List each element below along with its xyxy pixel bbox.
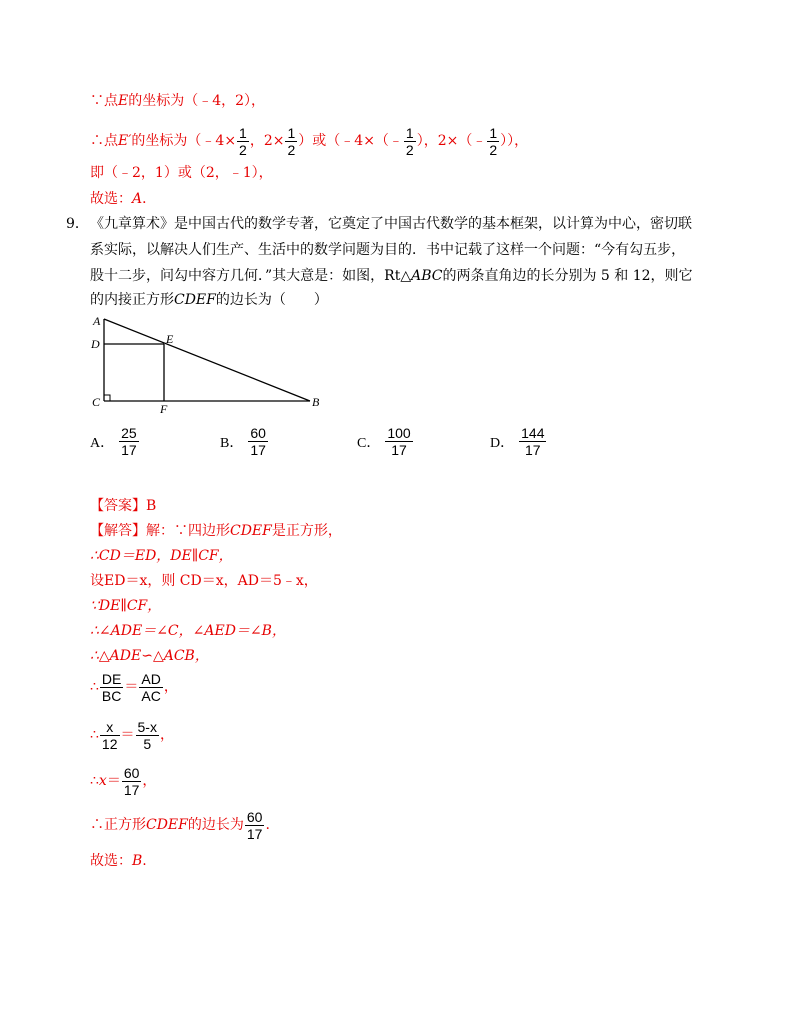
var-x: x bbox=[98, 773, 107, 789]
prev-line-2 bbox=[90, 124, 528, 158]
option-fraction: $\frac{25}{17}$ bbox=[121, 425, 137, 458]
therefore-symbol: ∴ bbox=[90, 773, 99, 789]
question-line-1: 《九章算术》是中国古代的数学专著，它奠定了中国古代数学的基本框架，以计算为中心，密切联 bbox=[90, 216, 692, 232]
question-line-2: 系实际，以解决人们生产、生活中的数学问题为目的．书中记载了这样一个问题：“今有勾五步， bbox=[90, 242, 686, 258]
conclusion-mid: 的边长为 bbox=[187, 817, 244, 833]
q-line4-c: 的边长为（ ） bbox=[215, 292, 328, 308]
option-label: C． bbox=[357, 435, 381, 451]
fraction: $\frac{x}{12}$ bbox=[101, 718, 118, 752]
equals: ＝ bbox=[120, 727, 135, 743]
right-angle-mark bbox=[104, 395, 110, 401]
comma: ， bbox=[142, 773, 157, 789]
period: . bbox=[265, 817, 270, 833]
q-line3-c: 的两条直角边的长分别为 5 和 12，则它 bbox=[442, 268, 693, 284]
question-line-3 bbox=[90, 264, 693, 288]
solution-line-2: 设ED＝x，则 CD＝x，AD＝5﹣x， bbox=[90, 573, 318, 589]
option-label: D． bbox=[490, 435, 515, 451]
label-f: F bbox=[160, 402, 168, 415]
option-c[interactable] bbox=[357, 425, 414, 458]
solution-text: 解：∵四边形 bbox=[146, 523, 230, 539]
solution-line-7 bbox=[90, 718, 174, 752]
solution-line-6 bbox=[90, 670, 178, 704]
label-a: A bbox=[93, 314, 101, 328]
prev-answer: A bbox=[132, 191, 143, 207]
option-fraction: $\frac{144}{17}$ bbox=[521, 425, 545, 458]
solution-line-4: ∴∠ADE＝∠C，∠AED＝∠B， bbox=[90, 623, 286, 639]
equals: ＝ bbox=[124, 679, 139, 695]
prev-text-c: ）或（﹣4×（﹣ bbox=[298, 133, 403, 149]
therefore-symbol: ∴ bbox=[90, 679, 99, 695]
option-fraction: $\frac{100}{17}$ bbox=[387, 425, 411, 458]
fraction: $\frac{AD}{AC}$ bbox=[141, 670, 161, 704]
fraction: $\frac{1}{2}$ bbox=[287, 124, 296, 158]
prev-line-1 bbox=[90, 92, 265, 110]
fraction: $\frac{60}{17}$ bbox=[123, 764, 140, 798]
option-a[interactable] bbox=[90, 425, 140, 458]
fraction: $\frac{1}{2}$ bbox=[489, 124, 498, 158]
solution-end: 是正方形， bbox=[271, 523, 342, 539]
prev-line-3: 即（﹣2，1）或（2，﹣1）， bbox=[90, 165, 273, 181]
answer-tag: 【答案】B bbox=[90, 498, 157, 514]
solution-line-5: ∴△ADE∽△ACB， bbox=[90, 648, 209, 664]
side-ab bbox=[104, 319, 310, 401]
q-line4-a: 的内接正方形 bbox=[90, 292, 174, 308]
label-c: C bbox=[92, 395, 101, 409]
prev-var-e: E bbox=[118, 93, 129, 109]
option-b[interactable] bbox=[220, 425, 269, 458]
solution-line-9 bbox=[90, 808, 270, 842]
solution-line-8 bbox=[90, 764, 156, 798]
question-number: 9． bbox=[66, 216, 89, 232]
solution-line-1: ∴CD＝ED，DE∥CF， bbox=[90, 548, 233, 564]
fraction: $\frac{1}{2}$ bbox=[239, 124, 247, 158]
prev-text-d: ），2×（﹣ bbox=[416, 133, 487, 149]
prev-text-a: 的坐标为（﹣4× bbox=[131, 133, 237, 149]
question-line-4 bbox=[90, 288, 328, 312]
prev-text: 的坐标为（﹣4，2）， bbox=[128, 93, 266, 109]
fraction: $\frac{1}{2}$ bbox=[405, 124, 414, 158]
q-triangle-name: ABC bbox=[411, 268, 443, 284]
choose-text: 故选： bbox=[90, 853, 132, 869]
solution-line-10 bbox=[90, 852, 147, 870]
fraction: $\frac{60}{17}$ bbox=[246, 808, 263, 842]
therefore-symbol: ∴ bbox=[90, 727, 99, 743]
comma: ， bbox=[163, 679, 178, 695]
square-name: CDEF bbox=[146, 817, 188, 833]
comma: ， bbox=[159, 727, 174, 743]
option-d[interactable] bbox=[490, 425, 547, 458]
conclusion-pre: ∴正方形 bbox=[90, 817, 146, 833]
option-fraction: $\frac{60}{17}$ bbox=[250, 425, 266, 458]
prev-choose-text: 故选： bbox=[90, 191, 132, 207]
prev-text-e: ））， bbox=[500, 133, 529, 149]
fraction: $\frac{5-x}{5}$ bbox=[137, 718, 157, 752]
q-square-name: CDEF bbox=[174, 292, 216, 308]
period: . bbox=[142, 853, 147, 869]
label-d: D bbox=[91, 337, 100, 351]
solution-var: CDEF bbox=[230, 523, 272, 539]
solution-tag: 【解答】 bbox=[90, 523, 146, 539]
final-answer: B bbox=[132, 853, 143, 869]
solution-line-3: ∵DE∥CF， bbox=[90, 598, 162, 614]
prev-var-e-prime: E′ bbox=[118, 133, 132, 149]
option-label: A． bbox=[90, 435, 115, 451]
label-e: E bbox=[166, 332, 174, 346]
prev-line-4 bbox=[90, 190, 156, 208]
equals: ＝ bbox=[106, 773, 121, 789]
triangle-figure bbox=[88, 310, 328, 415]
prev-text-b: ，2× bbox=[249, 133, 285, 149]
option-label: B． bbox=[220, 435, 244, 451]
solution-line-0 bbox=[90, 522, 342, 540]
prev-period: ． bbox=[142, 191, 157, 207]
fraction: $\frac{DE}{BC}$ bbox=[101, 670, 122, 704]
therefore-text: ∴点 bbox=[90, 133, 118, 149]
label-b: B bbox=[312, 395, 320, 409]
prev-because: ∵点 bbox=[90, 93, 118, 109]
q-line3-a: 股十二步，问勾中容方几何．”其大意是：如图，Rt△ bbox=[90, 268, 412, 284]
